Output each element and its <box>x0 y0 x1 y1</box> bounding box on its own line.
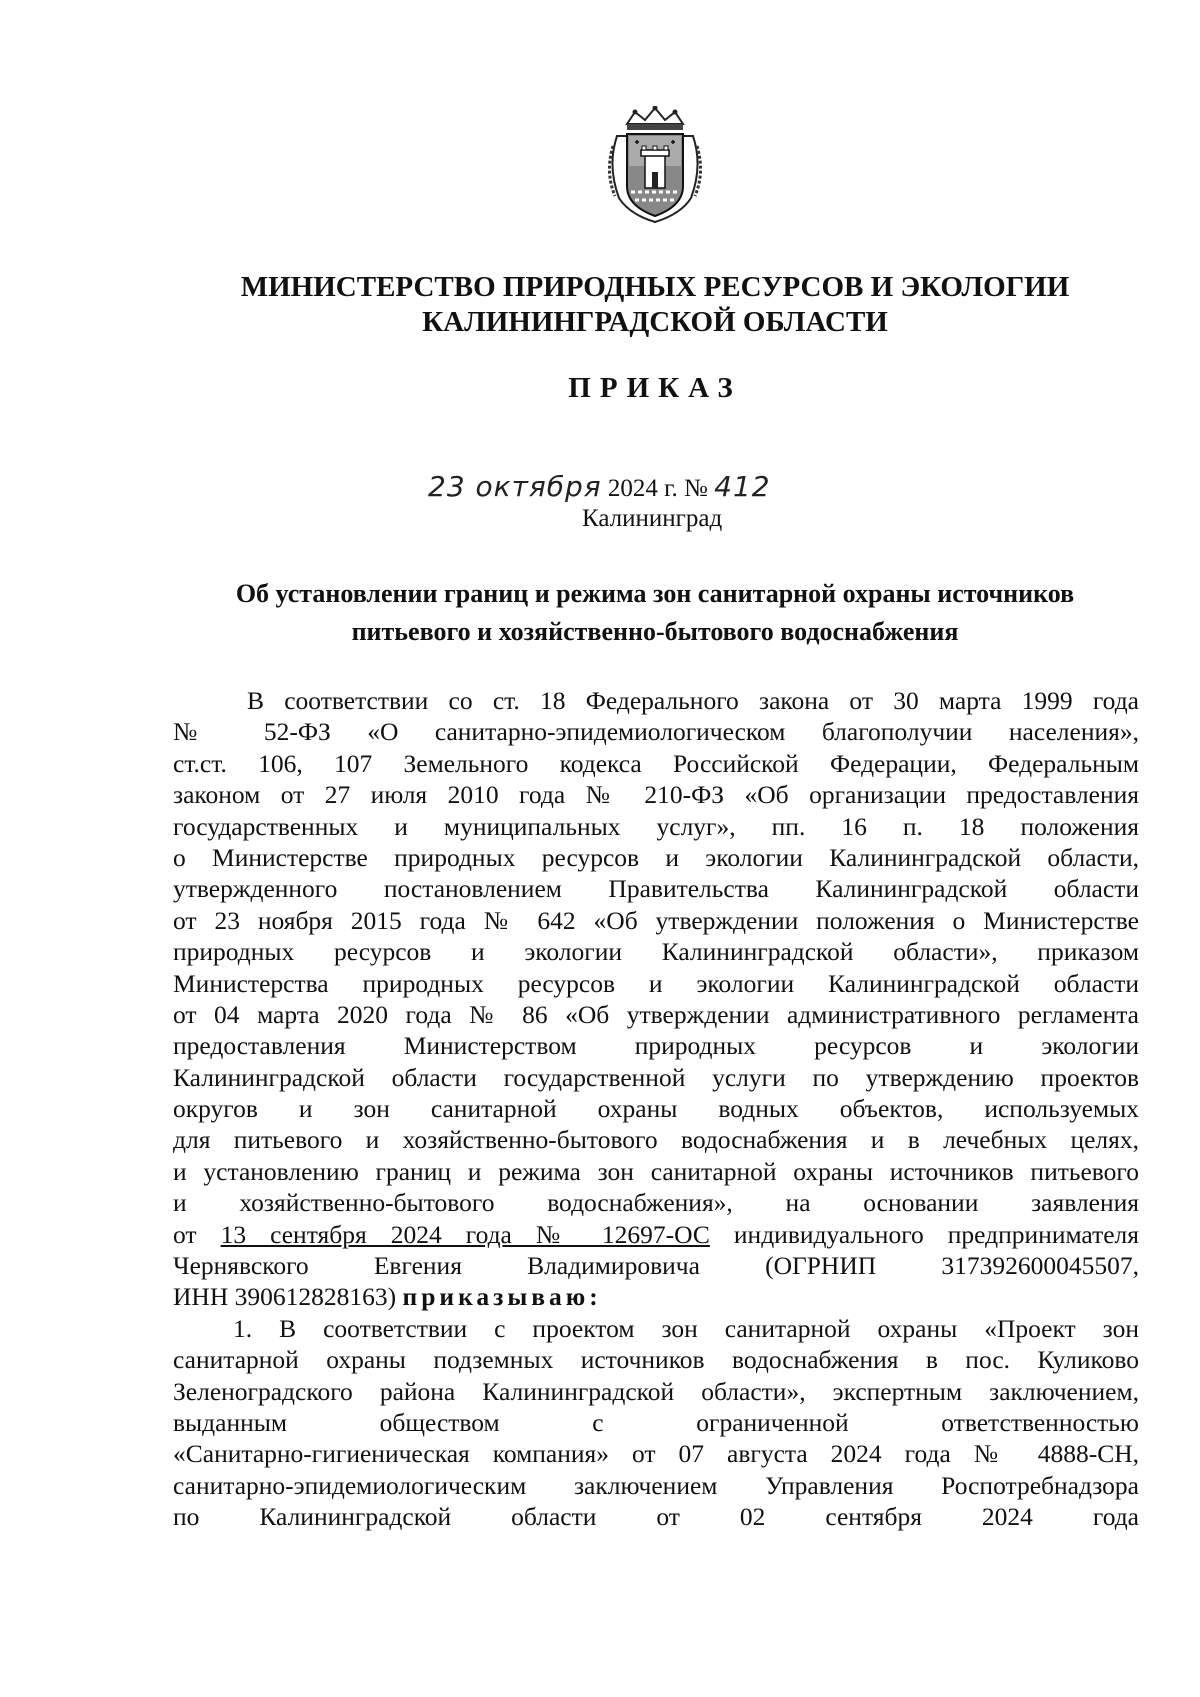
body-line: выданным обществом с ограниченной ответственностью <box>173 1407 1139 1437</box>
order-body <box>173 685 1139 1533</box>
body-line: санитарно-эпидемиологическим заключением Управления Роспотребнадзора <box>173 1470 1139 1500</box>
body-line: от 13 сентября 2024 года № 12697-ОС индивидуального предпринимателя <box>173 1219 1140 1249</box>
body-line: «Санитарно-гигиеническая компания» от 07 августа 2024 года № 4888-СН, <box>173 1439 1139 1469</box>
body-line: ИНН 390612828163) приказываю: <box>173 1282 602 1312</box>
handwritten-date: 23 октября <box>428 470 602 503</box>
order-subject-line1: Об установлении границ и режима зон санитарной охраны источников <box>235 579 1075 608</box>
body-line: и установлению границ и режима зон санитарной охраны источников питьевого <box>173 1156 1139 1186</box>
application-reference: 13 сентября 2024 года № 12697-ОС <box>220 1219 710 1249</box>
body-line: и хозяйственно-бытового водоснабжения», на основании заявления <box>173 1188 1139 1218</box>
body-line: Министерства природных ресурсов и экологии Калининградской области <box>173 968 1139 998</box>
body-line: от 04 марта 2020 года № 86 «Об утверждении административного регламента <box>173 999 1139 1029</box>
body-line: Зеленоградского района Калининградской области», экспертным заключением, <box>173 1376 1139 1406</box>
body-line: государственных и муниципальных услуг», пп. 16 п. 18 положения <box>173 811 1139 841</box>
body-line: санитарной охраны подземных источников водоснабжения в пос. Куликово <box>173 1345 1139 1375</box>
order-title: ПРИКАЗ <box>568 372 742 404</box>
order-directive: приказываю: <box>402 1282 602 1312</box>
body-line: о Министерстве природных ресурсов и экологии Калининградской области, <box>173 842 1139 872</box>
order-year-label: 2024 г. № <box>607 475 708 502</box>
ministry-name-line2: КАЛИНИНГРАДСКОЙ ОБЛАСТИ <box>422 306 888 338</box>
body-line: для питьевого и хозяйственно-бытового водоснабжения и в лечебных целях, <box>173 1125 1139 1155</box>
body-line: природных ресурсов и экологии Калининградской области», приказом <box>173 937 1139 967</box>
body-line: по Калининградской области от 02 сентября 2024 года <box>173 1502 1139 1532</box>
body-line: ст.ст. 106, 107 Земельного кодекса Российской Федерации, Федеральным <box>173 748 1139 778</box>
order-subject <box>0 575 1200 651</box>
order-city: Калининград <box>582 505 723 532</box>
ministry-name-line1: МИНИСТЕРСТВО ПРИРОДНЫХ РЕСУРСОВ И ЭКОЛОГИИ <box>240 271 1070 303</box>
order-subject-line2: питьевого и хозяйственно-бытового водоснабжения <box>351 617 959 646</box>
body-line: от 23 ноября 2015 года № 642 «Об утверждении положения о Министерстве <box>173 905 1139 935</box>
coat-of-arms-emblem <box>605 106 705 226</box>
body-line: утвержденного постановлением Правительства Калининградской области <box>173 874 1139 904</box>
handwritten-order-number: 412 <box>714 470 771 503</box>
body-line: предоставления Министерством природных ресурсов и экологии <box>173 1031 1139 1061</box>
body-line: округов и зон санитарной охраны водных объектов, используемых <box>173 1094 1139 1124</box>
order-date-number-line <box>428 470 771 503</box>
body-line: Чернявского Евгения Владимировича (ОГРНИП 317392600045507, <box>173 1251 1139 1281</box>
body-line: законом от 27 июля 2010 года № 210-ФЗ «Об организации предоставления <box>173 780 1139 810</box>
body-line: В соответствии со ст. 18 Федерального закона от 30 марта 1999 года <box>247 686 1139 715</box>
body-line: № 52-ФЗ «О санитарно-эпидемиологическом благополучии населения», <box>173 717 1139 747</box>
ministry-name <box>0 270 1200 340</box>
body-line: Калининградской области государственной услуги по утверждению проектов <box>173 1062 1139 1092</box>
body-line: 1. В соответствии с проектом зон санитарной охраны «Проект зон <box>233 1313 1139 1343</box>
